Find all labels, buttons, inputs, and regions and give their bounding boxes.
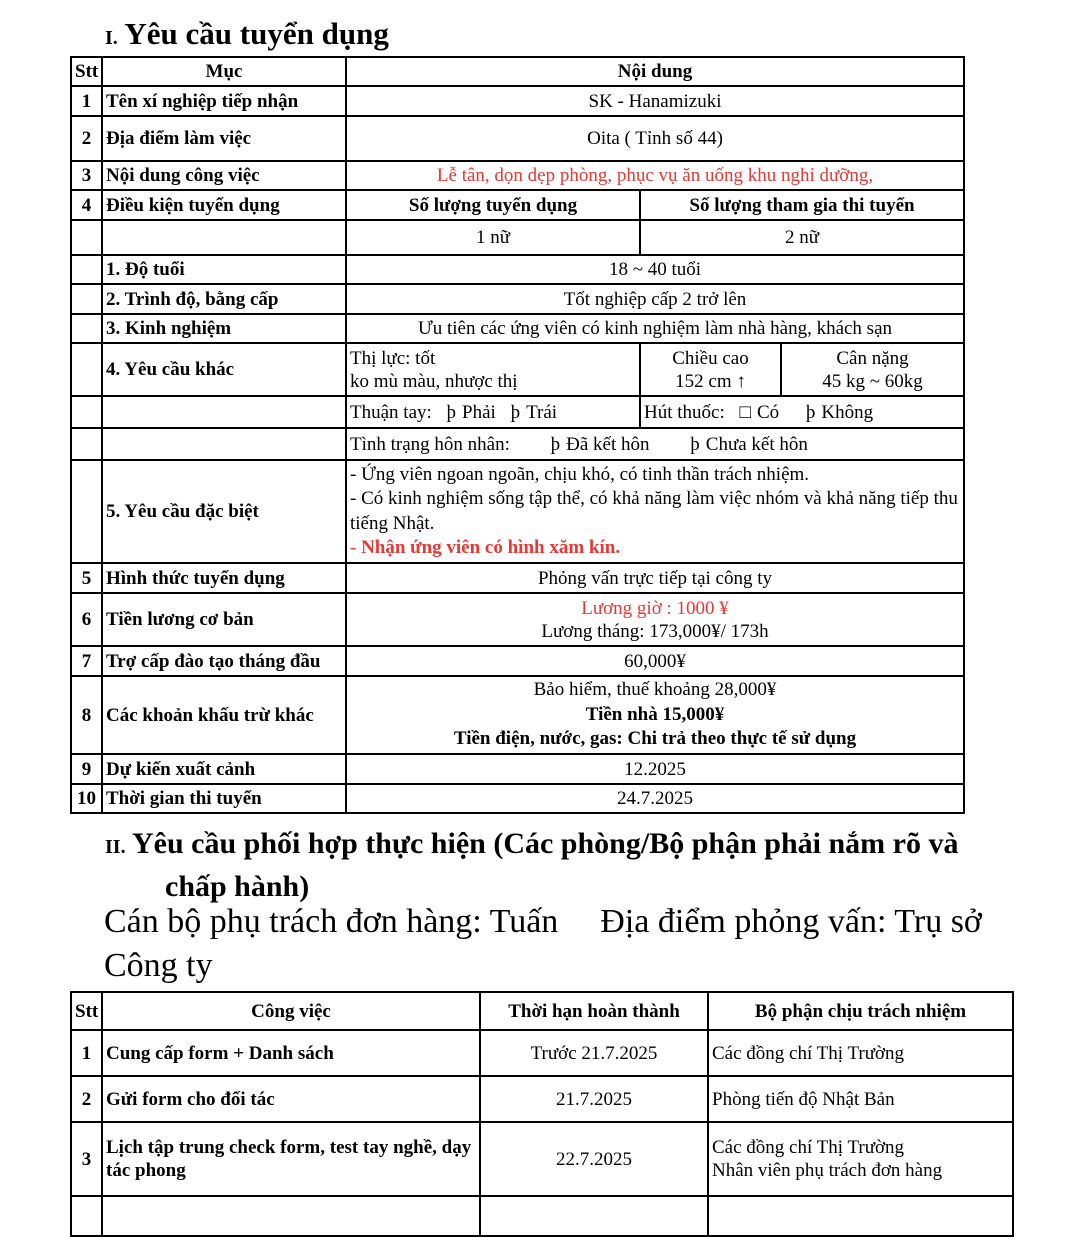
special-line-3: - Nhận ứng viên có hình xăm kín.	[350, 537, 621, 558]
row-stt: 10	[71, 784, 102, 813]
vision-line-1: Thị lực: tốt	[350, 347, 436, 369]
empty-cell	[71, 396, 102, 428]
handedness-right: Phải	[462, 401, 496, 423]
task-department: Các đồng chí Thị Trường	[708, 1030, 1013, 1076]
header-noi-dung: Nội dung	[346, 57, 964, 86]
row-label: Thời gian thi tuyển	[102, 784, 346, 813]
row-stt: 7	[71, 646, 102, 676]
handedness-left: Trái	[526, 401, 558, 423]
empty-cell	[71, 428, 102, 460]
row-label: Hình thức tuyển dụng	[102, 563, 346, 593]
table-row	[71, 593, 964, 646]
table-row	[71, 460, 964, 563]
weight-cell	[781, 343, 964, 396]
table-row	[71, 1122, 1013, 1196]
section-2-title-line-2: chấp hành)	[165, 870, 310, 903]
smoking-label: Hút thuốc:	[644, 401, 725, 423]
table-row	[71, 116, 964, 161]
smoking-no: Không	[821, 401, 874, 423]
task-name: Cung cấp form + Danh sách	[102, 1030, 480, 1076]
section-2-number: II.	[105, 836, 126, 858]
empty-cell	[102, 220, 346, 255]
empty-cell	[102, 428, 346, 460]
exam-count-header: Số lượng tham gia thi tuyển	[640, 190, 964, 220]
task-department-line-1: Các đồng chí Thị Trường	[712, 1137, 905, 1158]
task-department-line-2: Nhân viên phụ trách đơn hàng	[712, 1160, 943, 1181]
row-label: 3. Kinh nghiệm	[102, 314, 346, 343]
departure-date: 12.2025	[346, 754, 964, 784]
header-stt: Stt	[71, 992, 102, 1030]
section-1-title-text: Yêu cầu tuyển dụng	[124, 16, 389, 51]
marital-label: Tình trạng hôn nhân:	[350, 433, 510, 455]
table-row	[71, 343, 964, 396]
monthly-wage: Lương tháng: 173,000¥/ 173h	[541, 620, 769, 642]
recruitment-table	[70, 56, 965, 814]
table-row	[71, 1030, 1013, 1076]
order-info	[104, 900, 1034, 988]
row-stt: 3	[71, 1122, 102, 1196]
row-stt: 9	[71, 754, 102, 784]
hourly-wage: Lương giờ : 1000 ¥	[581, 597, 729, 619]
table-row	[71, 314, 964, 343]
row-stt: 8	[71, 676, 102, 754]
exam-count: 2 nữ	[640, 220, 964, 255]
row-stt: 4	[71, 190, 102, 220]
deduction-utilities: Tiền điện, nước, gas: Chi trả theo thực tế sử dụng	[453, 728, 857, 750]
checked-box-icon: þ	[550, 433, 561, 455]
smoking-yes: Có	[756, 401, 780, 423]
empty-cell	[71, 284, 102, 314]
empty-cell	[102, 1196, 480, 1236]
table-row	[71, 396, 964, 428]
checked-box-icon: þ	[510, 401, 521, 423]
company-name: SK - Hanamizuki	[346, 86, 964, 116]
row-label: Tên xí nghiệp tiếp nhận	[102, 86, 346, 116]
row-label: Tiền lương cơ bản	[102, 593, 346, 646]
special-line-1: - Ứng viên ngoan ngoãn, chịu khó, có tinh thần trách nhiệm.	[350, 463, 810, 485]
empty-box-icon: □	[739, 401, 751, 423]
table-row	[71, 255, 964, 284]
table-row	[71, 754, 964, 784]
table-row	[71, 1196, 1013, 1236]
row-label: Điều kiện tuyển dụng	[102, 190, 346, 220]
table-row	[71, 86, 964, 116]
header-stt: Stt	[71, 57, 102, 86]
row-stt: 3	[71, 161, 102, 190]
row-stt: 2	[71, 1076, 102, 1122]
row-label: 2. Trình độ, bằng cấp	[102, 284, 346, 314]
experience: Ưu tiên các ứng viên có kinh nghiệm làm nhà hàng, khách sạn	[346, 314, 964, 343]
task-department: Phòng tiến độ Nhật Bản	[708, 1076, 1013, 1122]
recruit-form: Phỏng vấn trực tiếp tại công ty	[346, 563, 964, 593]
empty-cell	[71, 220, 102, 255]
checked-box-icon: þ	[805, 401, 816, 423]
table-header-row	[71, 57, 964, 86]
header-department: Bộ phận chịu trách nhiệm	[708, 992, 1013, 1030]
vision-line-2: ko mù màu, nhược thị	[350, 370, 518, 392]
marital-cell	[346, 428, 964, 460]
empty-cell	[71, 314, 102, 343]
marital-married: Đã kết hôn	[566, 433, 650, 455]
table-row	[71, 563, 964, 593]
table-row	[71, 190, 964, 220]
salary-cell	[346, 593, 964, 646]
interview-location: Địa điểm phỏng vấn: Trụ sở Công ty	[104, 903, 982, 984]
row-stt: 2	[71, 116, 102, 161]
section-1-title	[105, 16, 389, 52]
empty-cell	[708, 1196, 1013, 1236]
table-row	[71, 161, 964, 190]
order-manager: Cán bộ phụ trách đơn hàng: Tuấn	[104, 903, 559, 940]
section-2-title	[105, 824, 1035, 907]
table-row	[71, 1076, 1013, 1122]
row-stt: 1	[71, 1030, 102, 1076]
recruit-count: 1 nữ	[346, 220, 640, 255]
checked-box-icon: þ	[446, 401, 457, 423]
deductions-cell	[346, 676, 964, 754]
header-deadline: Thời hạn hoàn thành	[480, 992, 708, 1030]
row-stt: 1	[71, 86, 102, 116]
special-line-2: - Có kinh nghiệm sống tập thể, có khả năng làm việc nhóm và khả năng tiếp thu tiếng Nhật.	[350, 488, 958, 534]
special-requirements	[346, 460, 964, 563]
table-header-row	[71, 992, 1013, 1030]
weight-label: Cân nặng	[836, 347, 909, 369]
task-deadline: 21.7.2025	[480, 1076, 708, 1122]
education: Tốt nghiệp cấp 2 trở lên	[346, 284, 964, 314]
row-stt: 6	[71, 593, 102, 646]
deduction-insurance: Bảo hiểm, thuế khoảng 28,000¥	[533, 679, 777, 701]
task-deadline: Trước 21.7.2025	[480, 1030, 708, 1076]
empty-cell	[71, 460, 102, 563]
coordination-table	[70, 991, 1014, 1237]
row-label: Trợ cấp đào tạo tháng đầu	[102, 646, 346, 676]
weight-value: 45 kg ~ 60kg	[822, 370, 923, 392]
empty-cell	[102, 396, 346, 428]
row-label: 1. Độ tuổi	[102, 255, 346, 284]
row-label: 4. Yêu cầu khác	[102, 343, 346, 396]
section-2-title-line-1: Yêu cầu phối hợp thực hiện (Các phòng/Bộ phận phải nắm rõ và	[131, 827, 959, 860]
smoking-cell	[640, 396, 964, 428]
row-label: Các khoản khấu trừ khác	[102, 676, 346, 754]
table-row	[71, 646, 964, 676]
empty-cell	[71, 343, 102, 396]
row-label: Địa điểm làm việc	[102, 116, 346, 161]
table-row	[71, 676, 964, 754]
row-label: 5. Yêu cầu đặc biệt	[102, 460, 346, 563]
task-department	[708, 1122, 1013, 1196]
age-range: 18 ~ 40 tuổi	[346, 255, 964, 284]
job-description: Lễ tân, dọn dẹp phòng, phục vụ ăn uống khu nghỉ dưỡng,	[346, 161, 964, 190]
training-allowance: 60,000¥	[346, 646, 964, 676]
row-label: Dự kiến xuất cảnh	[102, 754, 346, 784]
empty-cell	[71, 255, 102, 284]
handedness-cell	[346, 396, 640, 428]
row-stt: 5	[71, 563, 102, 593]
height-cell	[640, 343, 781, 396]
recruit-count-header: Số lượng tuyển dụng	[346, 190, 640, 220]
table-row	[71, 784, 964, 813]
section-1-number: I.	[105, 27, 118, 49]
task-name: Lịch tập trung check form, test tay nghề, dạy tác phong	[102, 1122, 480, 1196]
task-name: Gửi form cho đối tác	[102, 1076, 480, 1122]
header-task: Công việc	[102, 992, 480, 1030]
exam-date: 24.7.2025	[346, 784, 964, 813]
table-row	[71, 220, 964, 255]
task-deadline: 22.7.2025	[480, 1122, 708, 1196]
row-label: Nội dung công việc	[102, 161, 346, 190]
header-muc: Mục	[102, 57, 346, 86]
checked-box-icon: þ	[690, 433, 700, 455]
vision-cell	[346, 343, 640, 396]
work-location: Oita ( Tỉnh số 44)	[346, 116, 964, 161]
empty-cell	[71, 1196, 102, 1236]
deduction-housing: Tiền nhà 15,000¥	[585, 703, 725, 725]
marital-single: Chưa kết hôn	[705, 433, 808, 455]
height-label: Chiều cao	[672, 347, 749, 369]
height-value: 152 cm ↑	[675, 370, 746, 392]
table-row	[71, 428, 964, 460]
empty-cell	[480, 1196, 708, 1236]
table-row	[71, 284, 964, 314]
handedness-label: Thuận tay:	[350, 401, 432, 423]
